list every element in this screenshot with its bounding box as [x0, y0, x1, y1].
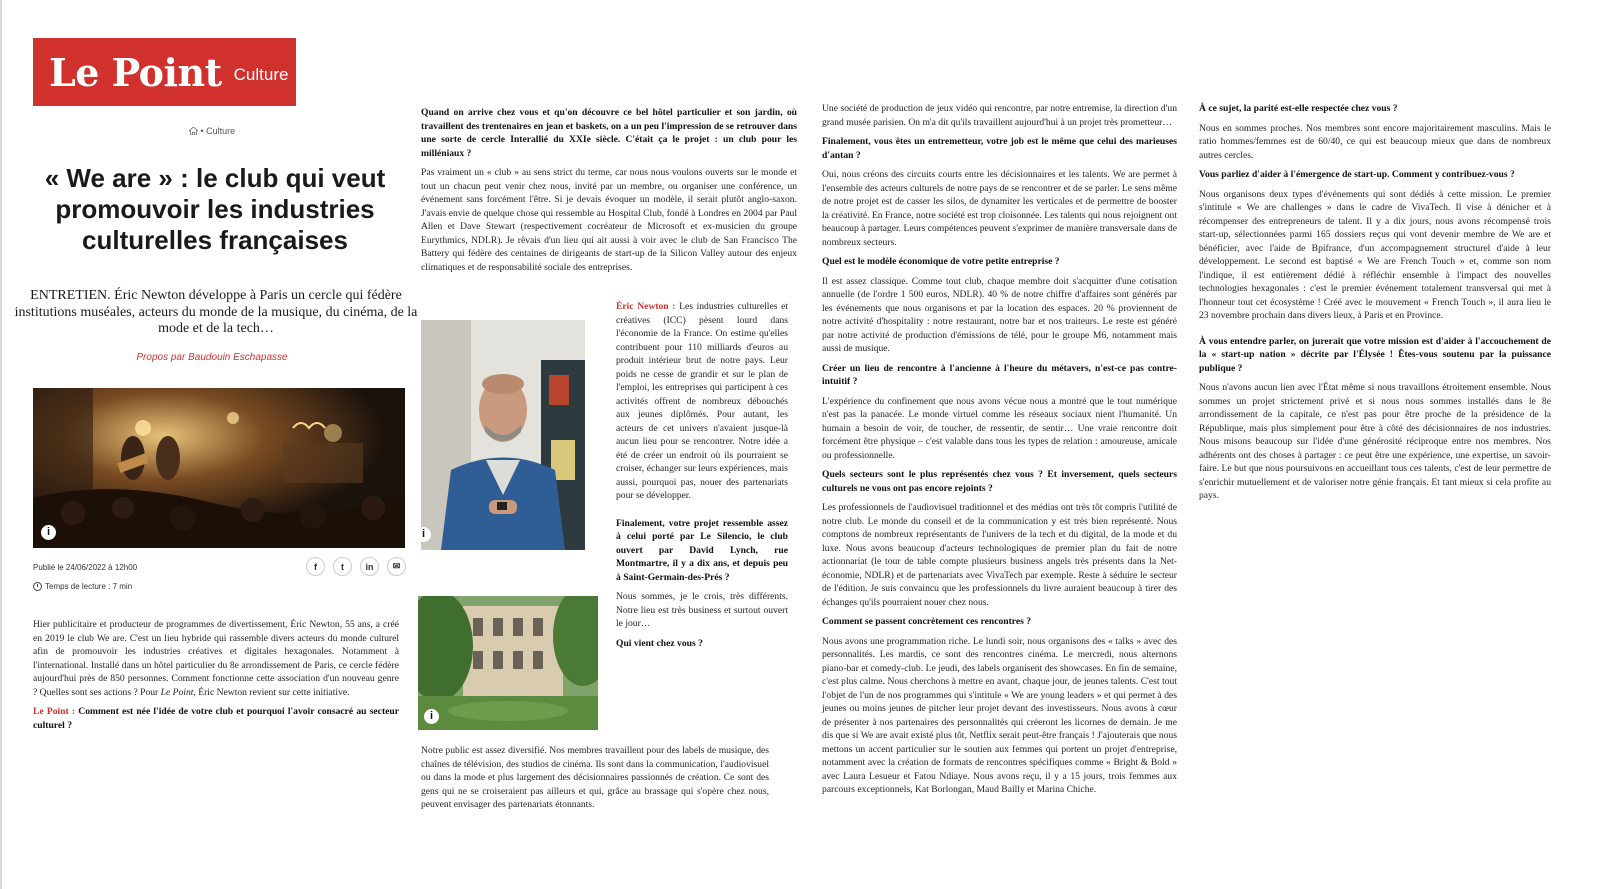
- logo-wordmark: Le Point: [49, 49, 222, 95]
- portrait-photo: [421, 320, 585, 550]
- question-sectors: Quels secteurs sont le plus représentés chez vous ? Et inversement, quels secteurs culturels ne vous ont pas encore rejoints ?: [822, 469, 1177, 494]
- question-who-comes: Qui vient chez vous ?: [616, 637, 703, 649]
- facebook-share-icon[interactable]: f: [306, 557, 325, 576]
- le-point-logo[interactable]: [33, 38, 296, 106]
- info-icon[interactable]: i: [424, 709, 439, 724]
- info-icon[interactable]: i: [41, 525, 56, 540]
- section-label: Culture: [233, 65, 289, 84]
- answer-business-model: Il est assez classique. Comme tout club, chaque membre doit s'acquitter d'une cotisation annuelle (de l'ordre 1 500 euros, NDLR). 40 % de notre chiffre d'affaires sont générés par les événements que nous organisons et par la location des espaces. 20 % proviennent de notre activité d'hospitality : notre restaurant, notre bar et nos traiteurs. Le reste est généré par notre activité de production d'émissions de télé, pour le groupe M6, notamment mais aussi de musique.: [822, 275, 1177, 354]
- answer-startups: Nous organisons deux types d'événements qui sont dédiés à cette mission. Le premier s'intitule « We are challenges » dans le cadre de VivaTech. Il vise à dénicher et à récompenser des entrepreneurs de talent. Il y a dix jours, nous avons récompensé trois start-up, sélectionnées parmi 165 dossiers reçus qui vont devenir membre de We are et bénéficier, avec l'aide de Bpifrance, d'un accompagnement structurel d'aide à leur développement. Le second est baptisé « We are French Touch » et, comme son nom l'indique, il est entièrement dédié à réfléchir ensemble à l'impact des nouvelles technologies hexagonales : c'est le premier événement totalement transversal qui met à l'honneur tout cet écosystème ! Créé avec le mouvement « French Touch », il aura lieu le 23 novembre prochain dans divers lieux, à Paris et en Province.: [1199, 188, 1551, 321]
- reading-time: [33, 582, 132, 591]
- answer-video-game: Une société de production de jeux vidéo qui rencontre, par notre entremise, la direction d'un grand musée parisien. On m'a dit qu'ils travaillent aujourd'hui à un projet très prometteur…: [822, 103, 1177, 128]
- garden-photo: [418, 596, 598, 730]
- article-lede: ENTRETIEN. Éric Newton développe à Paris un cercle qui fédère institutions muséales, acteurs du monde de la musique, du cinéma, de la mode et de la tech…: [14, 288, 418, 336]
- column-2-bottom: [421, 744, 769, 818]
- breadcrumb-culture[interactable]: Culture: [206, 126, 236, 136]
- first-question: Le Point : Comment est née l'idée de votre club et pourquoi l'avoir consacré au secteur culturel ?: [33, 706, 399, 731]
- concert-photo: [33, 388, 405, 548]
- question-matchmaker: Finalement, vous êtes un entremetteur, votre job est le même que celui des marieuses d'antan ?: [822, 136, 1177, 161]
- article-intro: [33, 618, 399, 738]
- le-point-label: Le Point :: [33, 706, 76, 717]
- article-headline: « We are » : le club qui veut promouvoir les industries culturelles françaises: [44, 163, 386, 255]
- publish-date: Publié le 24/06/2022 à 12h00: [33, 563, 138, 572]
- breadcrumb-separator: •: [200, 126, 204, 136]
- question-business-model: Quel est le modèle économique de votre petite entreprise ?: [822, 256, 1060, 267]
- email-share-icon[interactable]: ✉: [387, 557, 406, 576]
- answer-silencio: Nous sommes, je le crois, très différents. Notre lieu est très business et surtout ouvert le jour…: [616, 591, 788, 629]
- question-silencio: Finalement, votre projet ressemble assez à celui porté par Le Silencio, le club ouvert par David Lynch, rue Montmartre, il y a dix ans, et depuis peu à Saint-Germain-des-Prés ?: [616, 517, 788, 583]
- question-public-support: À vous entendre parler, on jurerait que votre mission est d'aider à l'accouchement de la « start-up nation » décrite par l'Élysée ! Êtes-vous soutenu par la puissance publique ?: [1199, 335, 1551, 374]
- question-metaverse: Créer un lieu de rencontre à l'ancienne à l'heure du métavers, n'est-ce pas contre-intuitif ?: [822, 362, 1177, 387]
- answer-icc: Éric Newton : Les industries culturelles et créatives (ICC) pèsent lourd dans l'économie de la France. On estime qu'elles contribuent pour 110 milliards d'euros au produit intérieur brut de notre pays. Leur poids ne cesse de grandir et sur le plan de l'emploi, les entreprises qui participent à ces activités offrent de nombreux débouchés aux jeunes diplômés. Pour autant, les acteurs de cet univers n'avaient jusque-là aucun lieu pour se rencontrer. Notre idée a été de créer un endroit où ils pourraient se croiser, échanger sur leurs expériences, mais aussi, pourquoi pas, nouer des partenariats pour se développer.: [616, 301, 788, 501]
- answer-sectors: Les professionnels de l'audiovisuel traditionnel et des médias ont très tôt compris l'utilité de notre club. Le monde du conseil et de la communication y est très bien représenté. Nous comptons de nombreux représentants de l'univers de la tech et du digital, de la mode et du luxe. Nous avons beaucoup d'acteurs technologiques de premier plan du fait de notre actionnariat (le tour de table compte plusieurs business angels très présents dans la Net-économie, NDLR) et de partenariats avec VivaTech par exemple. Reste à séduire le secteur de l'édition. Je suis convaincu que les professionnels du livre auraient beaucoup à tirer des échanges qu'ils pourraient nouer chez nous.: [822, 502, 1177, 608]
- home-icon[interactable]: [189, 127, 198, 135]
- info-icon[interactable]: i: [421, 527, 431, 542]
- answer-parity: Nous en sommes proches. Nos membres sont encore majoritairement masculins. Mais le ratio hommes/femmes est de 60/40, ce qui est beaucoup mieux que dans de nombreux autres cercles.: [1199, 122, 1551, 161]
- breadcrumb: [0, 126, 424, 136]
- answer-public: Notre public est assez diversifié. Nos membres travaillent pour des labels de musique, des chaînes de télévision, des studios de cinéma. Ils sont dans la communication, l'audiovisuel ou dans la mode et plus largement des décisionnaires passionnés de création. Ce sont des gens qui ne se croiseraient pas ailleurs et qui, grâce au brassage qui s'opère chez nous, peuvent envisager des partenariats étonnants.: [421, 745, 769, 810]
- share-buttons: [306, 557, 406, 576]
- answer-hospital-club: Pas vraiment un « club » au sens strict du terme, car nous nous voulons ouverts sur le monde et tout un chacun peut venir chez nous, invité par un membre, ou organiser une conférence, un événement sans forcément l'être. Si je devais évoquer un modèle, il serait plutôt anglo-saxon. J'avais envie de quelque chose qui ressemble au Hospital Club, fondé à Londres en 2004 par Paul Allen et Dave Stewart (respectivement cocréateur de Microsoft et ex-musicien du groupe Eurythmics, NDLR). Je rêvais d'un lieu qui ait aussi à voir avec le club de San Francisco The Battery qui fédère des centaines de dirigeants de start-up de la Silicon Valley autour des enjeux climatiques et de responsabilité sociale des entreprises.: [421, 167, 797, 273]
- clock-icon: [33, 582, 42, 591]
- answer-matchmaker: Oui, nous créons des circuits courts entre les décisionnaires et les talents. We are permet à l'ensemble des acteurs culturels de notre pays de se rencontrer et de se parler. Le sens même de notre projet est de casser les silos, de dynamiter les verticales et de permettre de booster la créativité. En France, notre société est trop cloisonnée. Les talents qui nous rejoignent ont beaucoup à partager. Leurs compétences peuvent s'exprimer de manière transversale dans de nombreux secteurs.: [822, 169, 1177, 248]
- linkedin-share-icon[interactable]: in: [360, 557, 379, 576]
- intro-publication: Le Point: [160, 686, 194, 698]
- answer-metaverse: L'expérience du confinement que nous avons vécue nous a montré que le tout numérique n'est pas la panacée. Le monde virtuel comme les réseaux sociaux nient l'humanité. Un humain a besoin de voir, de toucher, de ressentir, de sentir… Une vraie rencontre doit forcément être physique – c'est valable dans tous les types de relation : amoureuse, amicale ou professionnelle.: [822, 395, 1177, 461]
- reading-time-label: Temps de lecture : 7 min: [45, 582, 133, 591]
- article-byline: Propos par Baudouin Eschapasse: [136, 352, 288, 363]
- question-millenials: Quand on arrive chez vous et qu'on découvre ce bel hôtel particulier et son jardin, où travaillent des trentenaires en jean et baskets, on a un peu l'impression de se retrouver dans une sorte de cercle Interallié du XXIe siècle. C'était ça le projet : un club pour les milléniaux ?: [421, 107, 797, 159]
- question-parity: À ce sujet, la parité est-elle respectée chez vous ?: [1199, 103, 1398, 114]
- column-3: [822, 102, 1177, 803]
- twitter-share-icon[interactable]: t: [333, 557, 352, 576]
- intro-paragraph: Hier publicitaire et producteur de programmes de divertissement, Éric Newton, 55 ans, a créé en 2019 le club We are. C'est un lieu hybride qui rassemble divers acteurs du monde culturel afin de promouvoir les industries créatives et digitales hexagonales. Notamment à l'international. Installé dans un hôtel particulier du 8e arrondissement de Paris, ce cercle fédère aujourd'hui près de 850 personnes. Comment fonctionne cette association d'un nouveau genre ? Quelles sont ses actions ? Pour Le Point, Éric Newton revient sur cette initiative.: [33, 619, 399, 698]
- answer-public-support: Nous n'avons aucun lien avec l'État même si nous travaillons étroitement ensemble. Nous sommes un projet strictement privé et si nous nous sommes installés dans le 8e arrondissement de la capitale, ce n'est pas pour être proche de la présidence de la République, mais plus simplement pour être à côté des décisionnaires de nos industries. Nous misons beaucoup sur l'idée d'une générosité réciproque entre nos membres. Nos adhérents ont des choses à partager : ce peut être une expérience, une expertise, un savoir-faire. Le but que nous poursuivons en accueillant tous ces talents, c'est de leur permettre de s'enrichir mutuellement et de valoriser notre génie français. Et tant mieux si cela profite au pays.: [1199, 382, 1551, 501]
- column-2-answer: [616, 300, 788, 656]
- question-startups: Vous parliez d'aider à l'émergence de start-up. Comment y contribuez-vous ?: [1199, 169, 1515, 180]
- speaker-label: Éric Newton :: [616, 301, 676, 312]
- answer-meetings: Nous avons une programmation riche. Le lundi soir, nous organisons des « talks » avec des personnalités. Les mardis, ce sont des rencontres cinéma. Le mercredi, nous alternons piano-bar et comedy-club. Le jeudi, des labels organisent des showcases. En fin de semaine, c'est plus calme. Nous cherchons à mettre en avant, chaque jour, de jeunes talents. C'est tout l'objet de l'un de nos programmes qui s'intitule « We are young leaders » et qui permet à des jeunes ou moins jeunes de pitcher leur projet devant des investisseurs. Nous avons à cœur de présenter à nos partenaires des personnalités qui créeront les licornes de demain. Je me dis que si We are avait existé plus tôt, Netflix serait peut-être français ! J'ajouterais que nous mettons un accent particulier sur le soutien aux femmes qui portent un projet d'entreprise, notamment avec la création de formats de rencontres spécifiques comme « Bright & Bold » avec Laura Lesueur et Fatou Ndiaye. Nous avons reçu, il y a 15 jours, trois femmes aux parcours exceptionnels, Kat Borlongan, Maud Bailly et Marina Chiche.: [822, 635, 1177, 795]
- question-meetings: Comment se passent concrètement ces rencontres ?: [822, 616, 1032, 627]
- column-4: [1199, 102, 1551, 509]
- column-2-top: [421, 106, 797, 280]
